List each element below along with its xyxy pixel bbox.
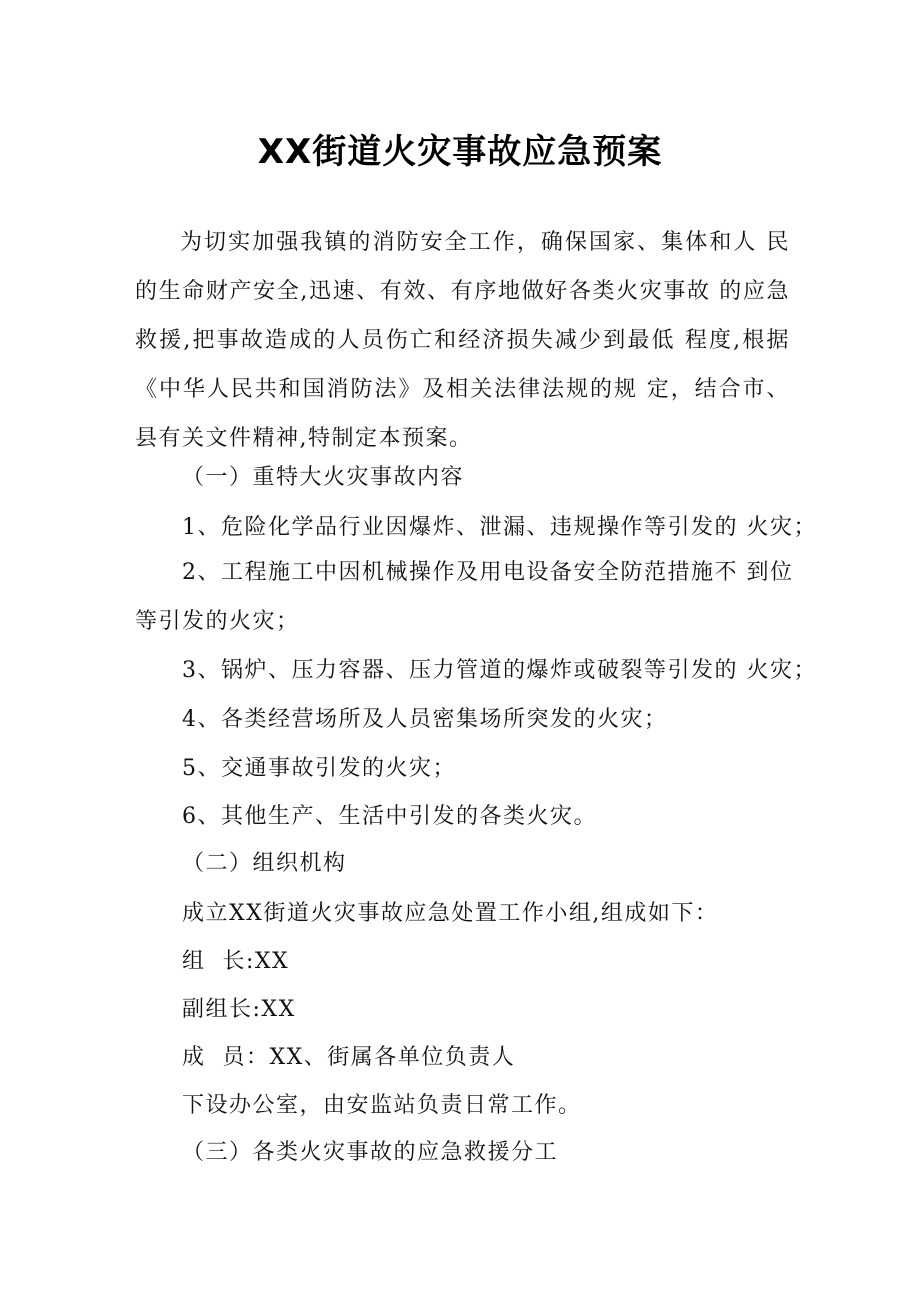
intro-paragraph: 为切实加强我镇的消防安全工作，确保国家、集体和人 民的生命财产安全,迅速、有效、有序地做好各类火灾事故 的应急救援,把事故造成的人员伤亡和经济损失减少到最低 程度,根据《中华人民共和国消防法》及相关法律法规的规 定，结合市、县有关文件精神,特制定本预案。	[135, 230, 790, 451]
section2-line-4: 成 员：XX、街属各单位负责人	[182, 1045, 516, 1070]
section2-heading: （二）组织机构	[182, 851, 347, 876]
section1-item-6: 6、其他生产、生活中引发的各类火灾。	[182, 804, 597, 829]
section1-item-5: 5、交通事故引发的火灾；	[182, 756, 456, 781]
section2-line-5: 下设办公室，由安监站负责日常工作。	[182, 1093, 582, 1118]
section2-line-1: 成立XX街道火灾事故应急处置工作小组,组成如下：	[182, 901, 719, 926]
section1-item-2: 2、工程施工中因机械操作及用电设备安全防范措施不 到位等引发的火灾；	[135, 560, 794, 634]
section1-item-4: 4、各类经营场所及人员密集场所突发的火灾；	[182, 707, 668, 732]
section1-item-1: 1、危险化学品行业因爆炸、泄漏、违规操作等引发的 火灾；	[182, 515, 817, 540]
section1-heading: （一）重特大火灾事故内容	[182, 465, 465, 490]
document-title: XX街道火灾事故应急预案	[257, 132, 663, 172]
section2-line-3: 副组长:XX	[182, 997, 296, 1022]
section1-item-3: 3、锅炉、压力容器、压力管道的爆炸或破裂等引发的 火灾；	[182, 658, 817, 683]
section3-heading: （三）各类火灾事故的应急救援分工	[182, 1140, 559, 1165]
section2-line-2: 组 长:XX	[182, 949, 290, 974]
